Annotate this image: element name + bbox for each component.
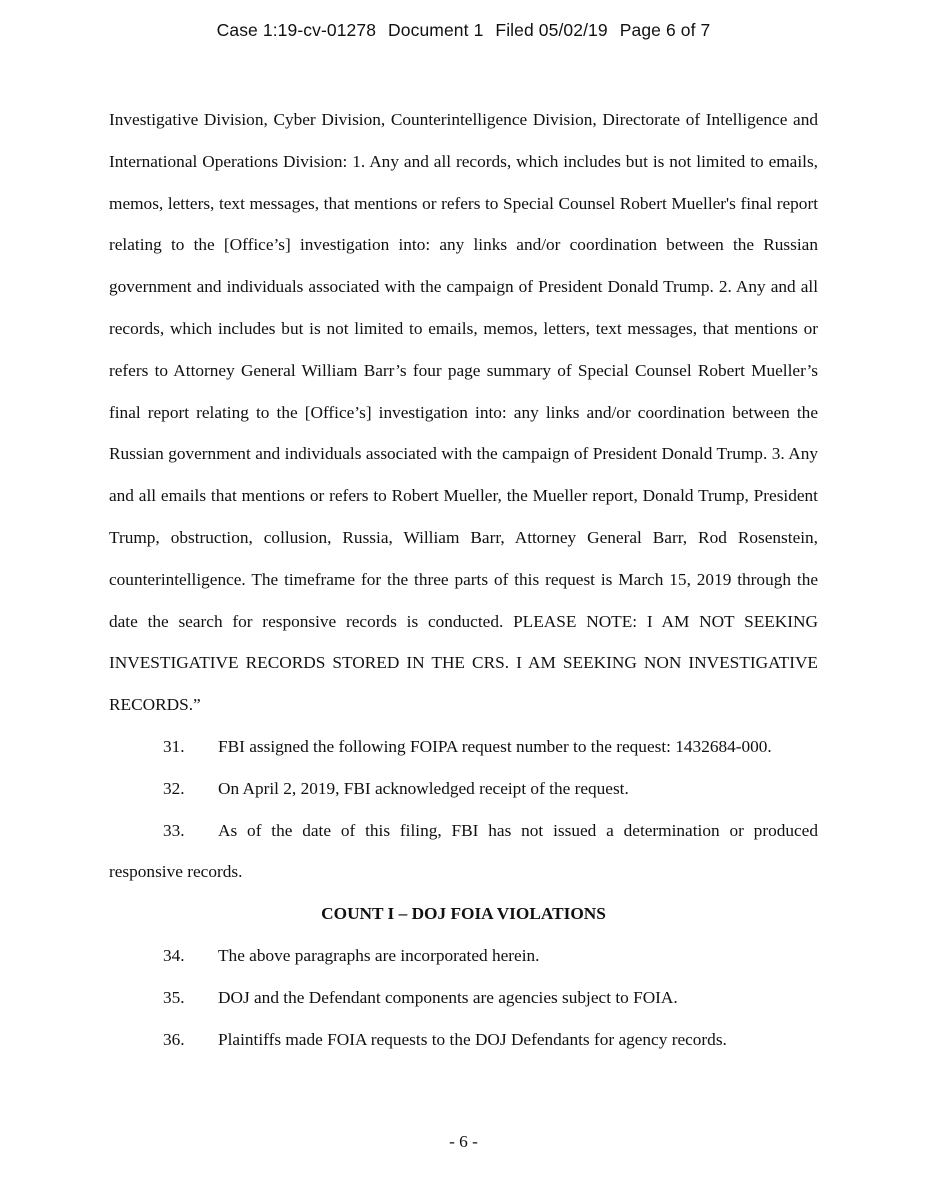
page-indicator: Page 6 of 7 <box>619 20 711 40</box>
paragraph-34 <box>109 935 818 977</box>
paragraph-text: The above paragraphs are incorporated herein. <box>218 945 540 965</box>
paragraph-33 <box>109 810 818 894</box>
paragraph-31 <box>109 726 818 768</box>
paragraph-number: 35. <box>163 987 185 1007</box>
case-header <box>0 20 927 41</box>
paragraph-text: FBI assigned the following FOIPA request number to the request: 1432684-000. <box>218 736 772 756</box>
paragraph-text: Plaintiffs made FOIA requests to the DOJ Defendants for agency records. <box>218 1029 727 1049</box>
paragraph-number: 33. <box>163 820 185 840</box>
document-number: Document 1 <box>388 20 484 40</box>
paragraph-35 <box>109 977 818 1019</box>
filed-date: Filed 05/02/19 <box>495 20 608 40</box>
paragraph-text: DOJ and the Defendant components are agencies subject to FOIA. <box>218 987 678 1007</box>
paragraph-text: As of the date of this filing, FBI has not issued a determination or produced responsive records. <box>109 820 818 882</box>
page-footer <box>0 1132 927 1152</box>
paragraph-number: 36. <box>163 1029 185 1049</box>
paragraph-number: 34. <box>163 945 185 965</box>
paragraph-text: On April 2, 2019, FBI acknowledged receipt of the request. <box>218 778 629 798</box>
paragraph-32 <box>109 768 818 810</box>
count-heading: COUNT I – DOJ FOIA VIOLATIONS <box>321 904 606 924</box>
page-number: - 6 - <box>449 1132 478 1151</box>
paragraph-number: 31. <box>163 736 185 756</box>
document-body <box>109 99 818 1060</box>
case-number: Case 1:19-cv-01278 <box>216 20 377 40</box>
paragraph-36 <box>109 1019 818 1061</box>
paragraph-number: 32. <box>163 778 185 798</box>
continued-paragraph: Investigative Division, Cyber Division, Counterintelligence Division, Directorate of Intelligence and International Operations Division: 1. Any and all records, which includes but is not limited to emails, memos, letters, text messages, that mentions or refers to Special Counsel Robert Mueller's final report relating to the [Office’s] investigation into: any links and/or coordination between the Russian government and individuals associated with the campaign of President Donald Trump. 2. Any and all records, which includes but is not limited to emails, memos, letters, text messages, that mentions or refers to Attorney General William Barr’s four page summary of Special Counsel Robert Mueller’s final report relating to the [Office’s] investigation into: any links and/or coordination between the Russian government and individuals associated with the campaign of President Donald Trump. 3. Any and all emails that mentions or refers to Robert Mueller, the Mueller report, Donald Trump, President Trump, obstruction, collusion, Russia, William Barr, Attorney General Barr, Rod Rosenstein, counterintelligence. The timeframe for the three parts of this request is March 15, 2019 through the date the search for responsive records is conducted. PLEASE NOTE: I AM NOT SEEKING INVESTIGATIVE RECORDS STORED IN THE CRS. I AM SEEKING NON INVESTIGATIVE RECORDS.” <box>109 110 818 715</box>
